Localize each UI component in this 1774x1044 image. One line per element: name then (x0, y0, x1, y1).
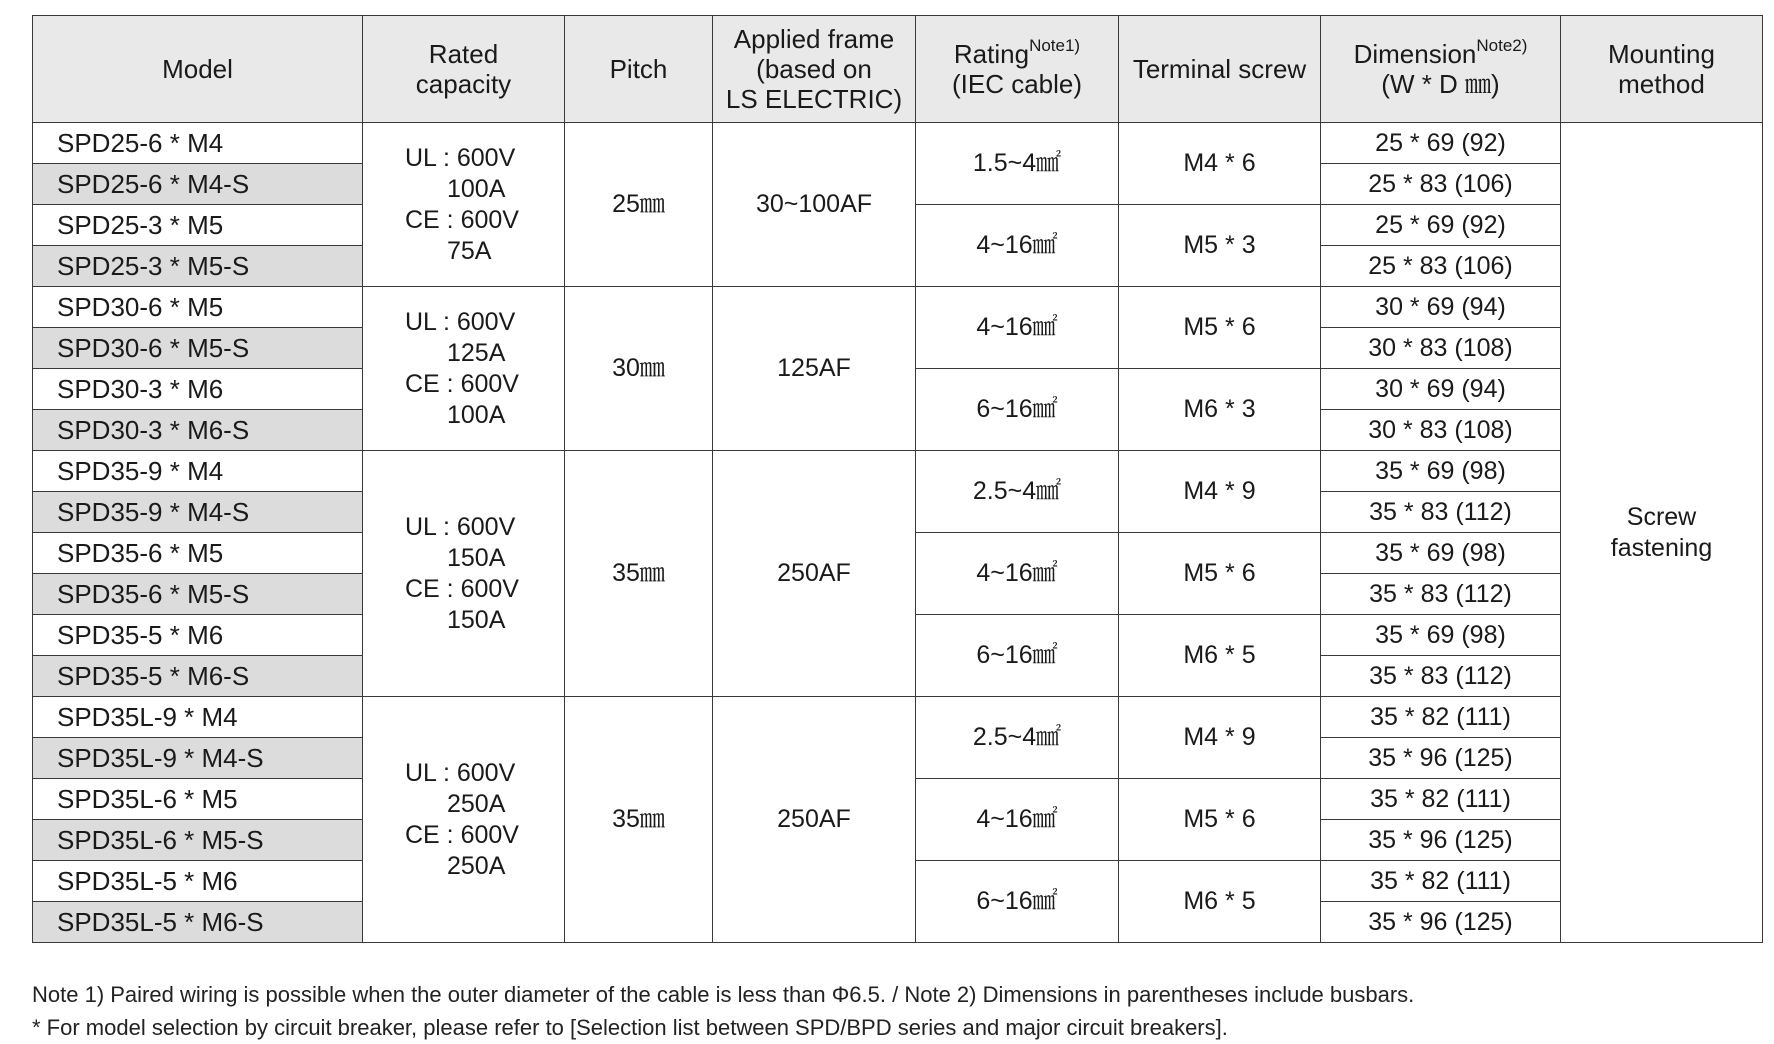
model-cell: SPD35-9 * M4 (33, 451, 363, 492)
model-cell: SPD35-6 * M5 (33, 533, 363, 574)
dimension-cell: 35 * 83 (112) (1321, 656, 1561, 697)
model-cell: SPD35L-9 * M4-S (33, 738, 363, 779)
rated-capacity-line: CE : 600V (405, 574, 519, 603)
terminal-screw-cell: M5 * 3 (1119, 205, 1321, 287)
rated-capacity-line: UL : 600V (405, 307, 516, 336)
rated-capacity-line: CE : 600V (405, 205, 519, 234)
terminal-screw-cell: M4 * 6 (1119, 123, 1321, 205)
dimension-cell: 30 * 83 (108) (1321, 328, 1561, 369)
table-row (33, 287, 1763, 328)
rating-cell: 6~16㎟ (916, 615, 1119, 697)
model-cell: SPD35L-6 * M5-S (33, 820, 363, 861)
header-row (33, 16, 1763, 123)
dimension-cell: 35 * 96 (125) (1321, 820, 1561, 861)
model-cell: SPD35-6 * M5-S (33, 574, 363, 615)
rating-cell: 4~16㎟ (916, 205, 1119, 287)
model-cell: SPD35L-9 * M4 (33, 697, 363, 738)
header-mounting-method: Mounting method (1561, 16, 1763, 123)
mounting-method-cell (1561, 123, 1763, 943)
rated-capacity-line: 150A (447, 605, 506, 634)
model-cell: SPD25-3 * M5-S (33, 246, 363, 287)
model-cell: SPD25-3 * M5 (33, 205, 363, 246)
model-cell: SPD25-6 * M4 (33, 123, 363, 164)
rating-cell: 6~16㎟ (916, 369, 1119, 451)
rating-cell: 6~16㎟ (916, 861, 1119, 943)
applied-frame-cell: 125AF (713, 287, 916, 451)
terminal-screw-cell: M5 * 6 (1119, 533, 1321, 615)
table-row (33, 697, 1763, 738)
spd-specification-table (32, 15, 1763, 943)
rated-capacity-line: UL : 600V (405, 512, 516, 541)
dimension-cell: 35 * 82 (111) (1321, 861, 1561, 902)
rated-capacity-line: UL : 600V (405, 758, 516, 787)
rating-cell: 2.5~4㎟ (916, 697, 1119, 779)
rated-capacity-line: 75A (447, 236, 492, 265)
footnote-line: Note 1) Paired wiring is possible when the outer diameter of the cable is less than Φ6.5. / Note 2) Dimensions in parentheses include busbars. (32, 982, 1415, 1007)
dimension-cell: 25 * 69 (92) (1321, 205, 1561, 246)
rated-capacity-line: CE : 600V (405, 369, 519, 398)
model-cell: SPD30-6 * M5 (33, 287, 363, 328)
model-cell: SPD35-5 * M6 (33, 615, 363, 656)
header-model: Model (33, 16, 363, 123)
rated-capacity-line: 250A (447, 851, 506, 880)
model-cell: SPD35-9 * M4-S (33, 492, 363, 533)
dimension-cell: 30 * 69 (94) (1321, 287, 1561, 328)
rating-cell: 2.5~4㎟ (916, 451, 1119, 533)
dimension-cell: 35 * 69 (98) (1321, 615, 1561, 656)
rated-capacity-line: 150A (447, 543, 506, 572)
note-2-marker: Note2) (1476, 36, 1528, 55)
pitch-cell: 25㎜ (565, 123, 713, 287)
pitch-cell: 35㎜ (565, 697, 713, 943)
mounting-method-line: Screw (1626, 502, 1697, 531)
rating-cell: 4~16㎟ (916, 779, 1119, 861)
rated-capacity-cell (363, 451, 565, 697)
pitch-cell: 30㎜ (565, 287, 713, 451)
terminal-screw-cell: M4 * 9 (1119, 451, 1321, 533)
header-dimension: Dimension$^{Note2)}$ (W * D ㎜) (1321, 16, 1561, 123)
terminal-screw-cell: M6 * 5 (1119, 615, 1321, 697)
rating-cell: 1.5~4㎟ (916, 123, 1119, 205)
rated-capacity-line: UL : 600V (405, 143, 516, 172)
table-row (33, 123, 1763, 164)
dimension-cell: 35 * 96 (125) (1321, 902, 1561, 943)
header-rated-capacity: Rated capacity (363, 16, 565, 123)
model-cell: SPD25-6 * M4-S (33, 164, 363, 205)
model-cell: SPD30-6 * M5-S (33, 328, 363, 369)
terminal-screw-cell: M4 * 9 (1119, 697, 1321, 779)
dimension-cell: 35 * 69 (98) (1321, 451, 1561, 492)
rated-capacity-cell (363, 123, 565, 287)
terminal-screw-cell: M5 * 6 (1119, 287, 1321, 369)
terminal-screw-cell: M5 * 6 (1119, 779, 1321, 861)
model-cell: SPD35L-6 * M5 (33, 779, 363, 820)
model-cell: SPD30-3 * M6 (33, 369, 363, 410)
dimension-cell: 35 * 82 (111) (1321, 779, 1561, 820)
rated-capacity-cell (363, 287, 565, 451)
footnotes (32, 978, 1414, 1044)
dimension-cell: 30 * 69 (94) (1321, 369, 1561, 410)
rated-capacity-line: 125A (447, 338, 506, 367)
header-applied-frame: Applied frame (based on LS ELECTRIC) (713, 16, 916, 123)
table-row (33, 451, 1763, 492)
model-cell: SPD30-3 * M6-S (33, 410, 363, 451)
header-pitch: Pitch (565, 16, 713, 123)
dimension-cell: 35 * 69 (98) (1321, 533, 1561, 574)
rated-capacity-line: 100A (447, 400, 506, 429)
model-cell: SPD35-5 * M6-S (33, 656, 363, 697)
header-terminal-screw: Terminal screw (1119, 16, 1321, 123)
dimension-cell: 35 * 96 (125) (1321, 738, 1561, 779)
note-1-marker: Note1) (1029, 36, 1081, 55)
header-rating: Rating$^{Note1)}$ (IEC cable) (916, 16, 1119, 123)
rated-capacity-line: 250A (447, 789, 506, 818)
applied-frame-cell: 30~100AF (713, 123, 916, 287)
table-body (33, 123, 1763, 943)
rating-cell: 4~16㎟ (916, 533, 1119, 615)
applied-frame-cell: 250AF (713, 451, 916, 697)
dimension-cell: 35 * 82 (111) (1321, 697, 1561, 738)
rated-capacity-cell (363, 697, 565, 943)
rated-capacity-line: 100A (447, 174, 506, 203)
mounting-method-line: fastening (1610, 533, 1713, 562)
terminal-screw-cell: M6 * 5 (1119, 861, 1321, 943)
model-cell: SPD35L-5 * M6-S (33, 902, 363, 943)
dimension-cell: 35 * 83 (112) (1321, 574, 1561, 615)
pitch-cell: 35㎜ (565, 451, 713, 697)
dimension-cell: 25 * 83 (106) (1321, 164, 1561, 205)
applied-frame-cell: 250AF (713, 697, 916, 943)
footnote-line: * For model selection by circuit breaker, please refer to [Selection list between SPD/BPD series and major circuit breakers]. (32, 1015, 1228, 1040)
dimension-cell: 25 * 69 (92) (1321, 123, 1561, 164)
dimension-cell: 30 * 83 (108) (1321, 410, 1561, 451)
model-cell: SPD35L-5 * M6 (33, 861, 363, 902)
rated-capacity-line: CE : 600V (405, 820, 519, 849)
dimension-cell: 35 * 83 (112) (1321, 492, 1561, 533)
rating-cell: 4~16㎟ (916, 287, 1119, 369)
terminal-screw-cell: M6 * 3 (1119, 369, 1321, 451)
dimension-cell: 25 * 83 (106) (1321, 246, 1561, 287)
